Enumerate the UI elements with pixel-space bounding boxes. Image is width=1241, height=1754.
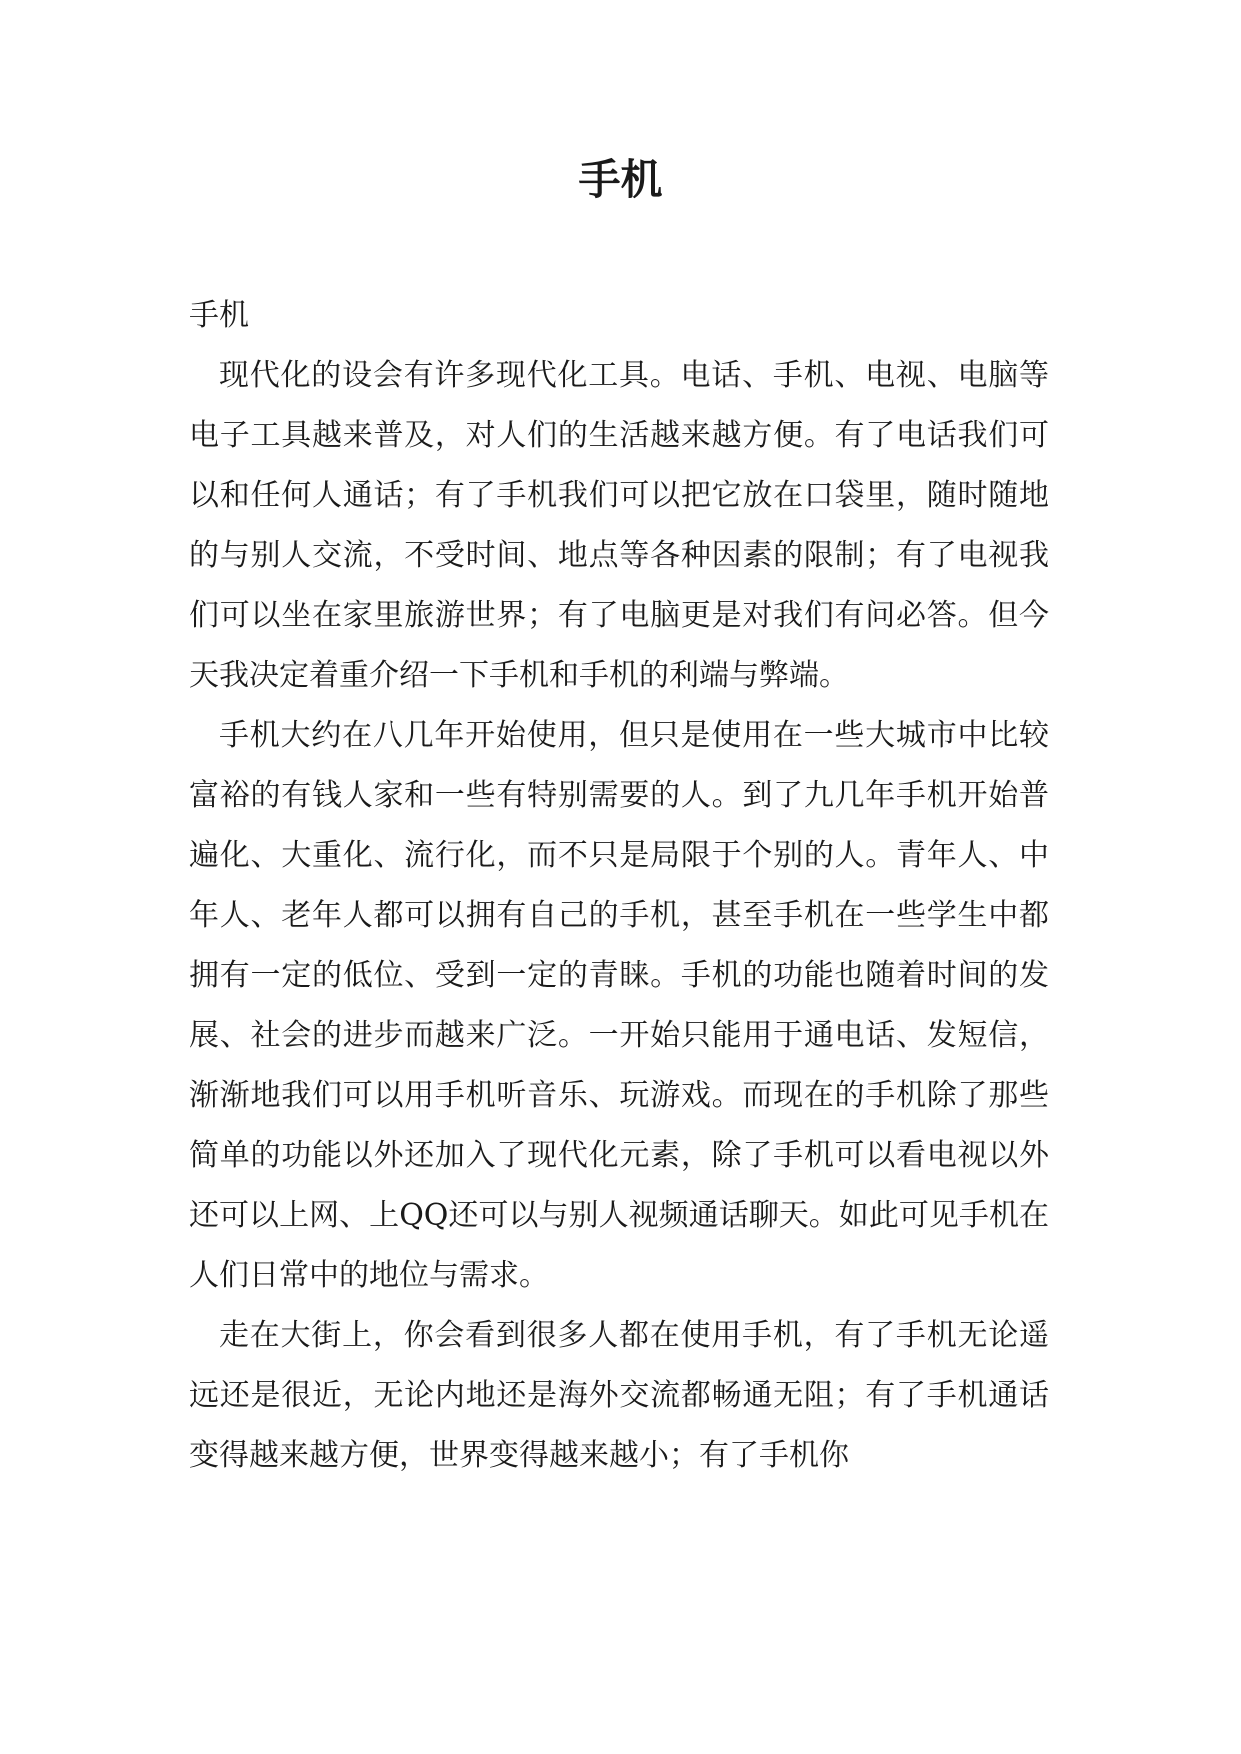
document-body [189,286,1049,1486]
document-title: 手机 [578,155,663,204]
paragraph-2: 手机大约在八几年开始使用，但只是使用在一些大城市中比较富裕的有钱人家和一些有特别需要的人。到了九几年手机开始普遍化、大重化、流行化，而不只是局限于个别的人。青年人、中年人、老年人都可以拥有自己的手机，甚至手机在一些学生中都拥有一定的低位、受到一定的青睐。手机的功能也随着时间的发展、社会的进步而越来广泛。一开始只能用于通电话、发短信，渐渐地我们可以用手机听音乐、玩游戏。而现在的手机除了那些简单的功能以外还加入了现代化元素，除了手机可以看电视以外还可以上网、上QQ还可以与别人视频通话聊天。如此可见手机在人们日常中的地位与需求。 [189,718,1049,1293]
paragraph-3: 走在大街上，你会看到很多人都在使用手机，有了手机无论遥远还是很近，无论内地还是海外交流都畅通无阻；有了手机通话变得越来越方便，世界变得越来越小；有了手机你 [189,1318,1049,1473]
paragraph-1: 现代化的设会有许多现代化工具。电话、手机、电视、电脑等电子工具越来普及，对人们的生活越来越方便。有了电话我们可以和任何人通话；有了手机我们可以把它放在口袋里，随时随地的与别人交流，不受时间、地点等各种因素的限制；有了电视我们可以坐在家里旅游世界；有了电脑更是对我们有问必答。但今天我决定着重介绍一下手机和手机的利端与弊端。 [189,358,1049,693]
document-subtitle: 手机 [189,298,249,333]
